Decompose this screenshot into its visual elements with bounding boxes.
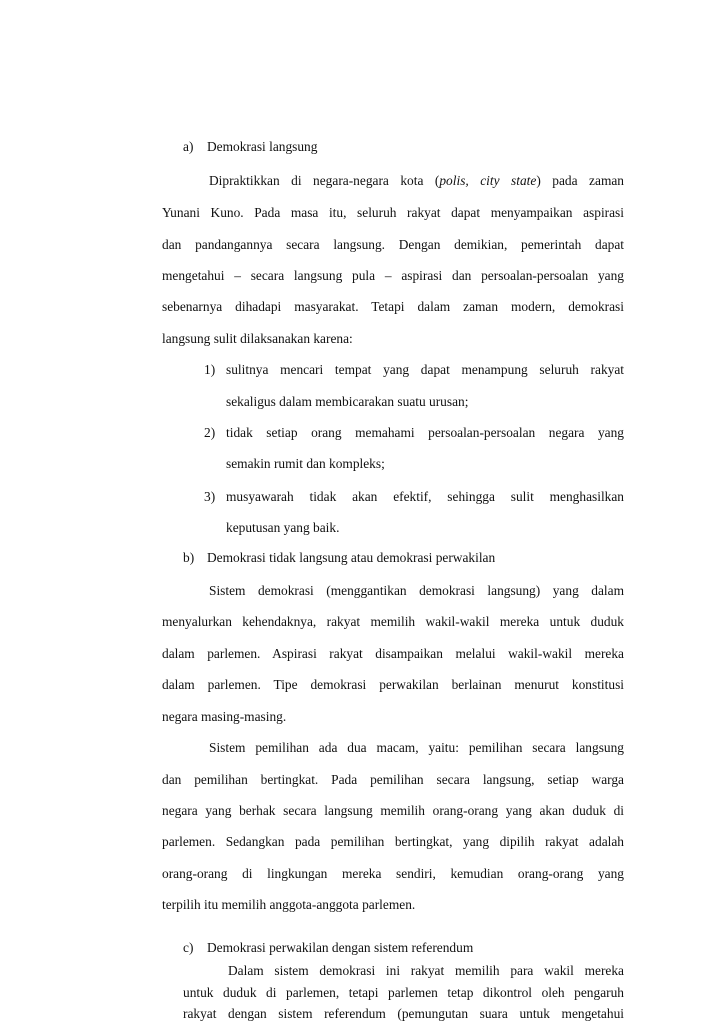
section-a-marker: a) xyxy=(183,139,194,154)
list-item xyxy=(204,362,624,378)
paragraph-line: dan pemilihan bertingkat. Pada pemilihan secara langsung, setiap warga xyxy=(162,772,624,788)
list-item-text: musyawarah tidak akan efektif, sehingga sulit menghasilkan xyxy=(226,488,624,504)
paragraph-line: negara yang berhak secara langsung memilih orang-orang yang akan duduk di xyxy=(162,803,624,819)
paragraph-line: Sistem pemilihan ada dua macam, yaitu: pemilihan secara langsung xyxy=(209,739,624,755)
list-item-text: tidak setiap orang memahami persoalan-persoalan negara yang xyxy=(226,425,624,441)
paragraph-line: untuk duduk di parlemen, tetapi parlemen tetap dikontrol oleh pengaruh xyxy=(183,984,624,1000)
list-item-text: sulitnya mencari tempat yang dapat menampung seluruh rakyat xyxy=(226,362,624,378)
list-item xyxy=(204,489,624,505)
paragraph-line: mengetahui – secara langsung pula – aspirasi dan persoalan-persoalan yang xyxy=(162,268,624,284)
paragraph-line: Yunani Kuno. Pada masa itu, seluruh rakyat dapat menyampaikan aspirasi xyxy=(162,205,624,221)
paragraph-line: orang-orang di lingkungan mereka sendiri, kemudian orang-orang yang xyxy=(162,866,624,882)
section-a-heading xyxy=(183,139,317,155)
list-number: 1) xyxy=(204,362,216,378)
section-a-title: Demokrasi langsung xyxy=(207,139,318,154)
list-number: 3) xyxy=(204,488,216,504)
section-c-heading xyxy=(183,940,473,956)
list-item-text: keputusan yang baik. xyxy=(226,519,340,535)
section-c-title: Demokrasi perwakilan dengan sistem referendum xyxy=(207,939,474,955)
paragraph-line: Dipraktikkan di negara-negara kota (polis, city state) pada zaman xyxy=(209,172,624,188)
section-b-heading xyxy=(183,550,495,566)
paragraph-line: negara masing-masing. xyxy=(162,708,287,724)
section-b-title: Demokrasi tidak langsung atau demokrasi perwakilan xyxy=(207,549,496,565)
list-number: 2) xyxy=(204,425,216,441)
paragraph-line: langsung sulit dilaksanakan karena: xyxy=(162,331,353,347)
list-item xyxy=(204,425,624,441)
paragraph-line: dalam parlemen. Tipe demokrasi perwakilan berlainan menurut konstitusi xyxy=(162,676,624,692)
list-item-text: semakin rumit dan kompleks; xyxy=(226,456,385,472)
paragraph-line: dalam parlemen. Aspirasi rakyat disampaikan melalui wakil-wakil mereka xyxy=(162,645,624,661)
paragraph-line: Sistem demokrasi (menggantikan demokrasi langsung) yang dalam xyxy=(209,582,624,598)
list-item-text: sekaligus dalam membicarakan suatu urusan; xyxy=(226,394,469,410)
italic-term: polis, city state xyxy=(439,172,537,188)
paragraph-line: Dalam sistem demokrasi ini rakyat memilih para wakil mereka xyxy=(228,963,624,979)
section-c-marker: c) xyxy=(183,939,194,955)
section-b-marker: b) xyxy=(183,549,195,565)
paragraph-line: terpilih itu memilih anggota-anggota parlemen. xyxy=(162,897,416,913)
paragraph-line: dan pandangannya secara langsung. Dengan demikian, pemerintah dapat xyxy=(162,237,624,253)
paragraph-line: rakyat dengan sistem referendum (pemungutan suara untuk mengetahui xyxy=(183,1006,624,1021)
paragraph-line: parlemen. Sedangkan pada pemilihan bertingkat, yang dipilih rakyat adalah xyxy=(162,834,624,850)
paragraph-line: menyalurkan kehendaknya, rakyat memilih wakil-wakil mereka untuk duduk xyxy=(162,613,624,629)
paragraph-line: sebenarnya dihadapi masyarakat. Tetapi dalam zaman modern, demokrasi xyxy=(162,299,624,315)
